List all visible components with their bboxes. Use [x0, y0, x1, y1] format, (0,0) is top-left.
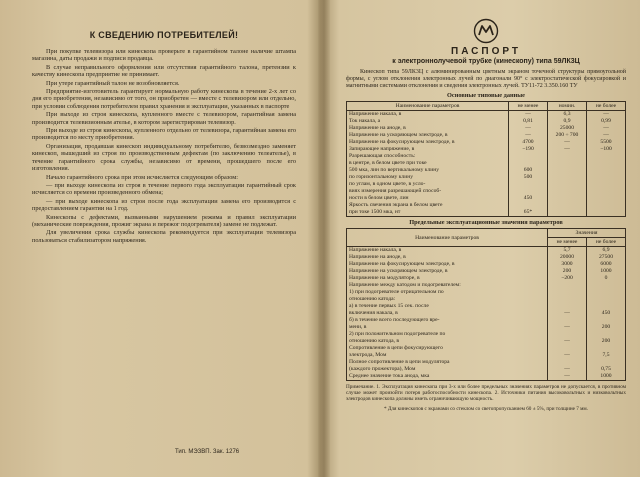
- table-row: [347, 111, 626, 119]
- param-value-cell: [587, 282, 626, 289]
- param-value-cell: [509, 188, 548, 195]
- table-row: [347, 366, 626, 373]
- param-name-cell: электрода, Мом: [347, 352, 548, 359]
- table-row: [347, 254, 626, 261]
- table-row: [347, 317, 626, 324]
- table-row: [347, 118, 626, 125]
- param-value-cell: —: [509, 125, 548, 132]
- param-value-cell: [548, 209, 587, 217]
- param-value-cell: 0,81: [509, 118, 548, 125]
- param-name-cell: Напряжение накала, в: [347, 111, 509, 119]
- param-name-cell: Напряжение на ускоряющем электроде, в: [347, 132, 509, 139]
- param-value-cell: —: [548, 366, 587, 373]
- param-value-cell: [587, 296, 626, 303]
- param-value-cell: —: [587, 111, 626, 119]
- param-value-cell: [587, 209, 626, 217]
- param-value-cell: —: [587, 125, 626, 132]
- param-name-cell: Напряжение на аноде, в: [347, 254, 548, 261]
- param-name-cell: Напряжение на аноде, в: [347, 125, 509, 132]
- param-value-cell: [548, 317, 587, 324]
- param-name-cell: 500 мка, лин по вертикальному клину: [347, 167, 509, 174]
- param-value-cell: [548, 202, 587, 209]
- param-value-cell: 0,75: [587, 366, 626, 373]
- passport-subtitle: к электроннолучевой трубке (кинескопу) типа 59ЛК3Ц: [392, 58, 580, 65]
- table-row: [347, 174, 626, 181]
- notice-paragraph: Кинескопы с дефектами, вызванными нарушением режима и правил эксплуатации (механические повреждения, прожиг экрана и пережог подогревателя) замене не подлежат.: [32, 213, 296, 228]
- param-value-cell: −200: [548, 275, 587, 282]
- notice-paragraph: При покупке телевизора или кинескопа проверьте в гарантийном талоне наличие штампа магазина, даты продажи и подписи продавца.: [32, 48, 296, 63]
- param-value-cell: 20000: [548, 254, 587, 261]
- param-value-cell: 4700: [509, 139, 548, 146]
- param-name-cell: по горизонтальному клину: [347, 174, 509, 181]
- param-value-cell: —: [548, 373, 587, 381]
- table-row: [347, 247, 626, 255]
- param-value-cell: 200: [548, 268, 587, 275]
- param-value-cell: [587, 160, 626, 167]
- param-name-cell: включения накала, в: [347, 310, 548, 317]
- table-row: [347, 373, 626, 381]
- param-value-cell: [548, 331, 587, 338]
- right-page: [330, 0, 640, 477]
- param-value-cell: —: [548, 324, 587, 331]
- param-value-cell: 25000: [548, 125, 587, 132]
- param-name-cell: а) в течение первых 15 сек. после: [347, 303, 548, 310]
- table-row: [347, 275, 626, 282]
- passport-title: ПАСПОРТ: [451, 46, 521, 57]
- param-value-cell: [509, 202, 548, 209]
- table1-header-nom: номин.: [548, 102, 587, 111]
- notice-paragraph: Организация, продавшая кинескоп индивидуальному потребителю, безвозмездно заменяет кинескоп, вышедший из строя по производственным дефектам (по заключению телеателье), в течение гарантийного срока службы, независимо от времени, прошедшего после его изготовления.: [32, 142, 296, 173]
- param-name-cell: Напряжение между катодом и подогревателем:: [347, 282, 548, 289]
- param-name-cell: Напряжение накала, в: [347, 247, 548, 255]
- table-row: [347, 160, 626, 167]
- param-value-cell: −100: [587, 146, 626, 153]
- param-value-cell: 27500: [587, 254, 626, 261]
- param-name-cell: ности в белом цвете, лин: [347, 195, 509, 202]
- param-value-cell: [548, 345, 587, 352]
- param-value-cell: [587, 188, 626, 195]
- param-value-cell: [509, 181, 548, 188]
- notice-paragraph: В случае неправильного оформления или отсутствия гарантийного талона, претензии к качеству кинескопа предприятие не принимает.: [32, 63, 296, 79]
- param-value-cell: 200 ÷ 700: [548, 132, 587, 139]
- param-value-cell: [587, 359, 626, 366]
- table-row: [347, 167, 626, 174]
- table-row: [347, 352, 626, 359]
- table2-header-group: Значения: [548, 229, 626, 238]
- param-value-cell: [548, 195, 587, 202]
- factory-logo-icon: [473, 18, 499, 44]
- param-value-cell: [587, 195, 626, 202]
- param-name-cell: мени, в: [347, 324, 548, 331]
- param-value-cell: —: [548, 310, 587, 317]
- table-row: [347, 209, 626, 217]
- table-row: [347, 338, 626, 345]
- param-value-cell: 6,3: [548, 111, 587, 119]
- param-name-cell: Запирающее напряжение, в: [347, 146, 509, 153]
- param-name-cell: отношению катода:: [347, 296, 548, 303]
- param-name-cell: Напряжение на фокусирующем электроде, в: [347, 139, 509, 146]
- param-value-cell: —: [509, 132, 548, 139]
- table-row: [347, 146, 626, 153]
- param-value-cell: 7,5: [587, 352, 626, 359]
- param-value-cell: —: [509, 111, 548, 119]
- table-row: [347, 125, 626, 132]
- param-value-cell: [587, 317, 626, 324]
- table-row: [347, 359, 626, 366]
- param-value-cell: 6,9: [587, 247, 626, 255]
- notice-paragraph: При выходе из строя кинескопа, купленного вместе с телевизором, гарантийная замена производится телевизионным ателье, в котором зарегистрирован телевизор.: [32, 111, 296, 126]
- param-value-cell: [548, 359, 587, 366]
- param-value-cell: 500: [509, 174, 548, 181]
- table-row: [347, 202, 626, 209]
- param-value-cell: [587, 303, 626, 310]
- param-value-cell: 65*: [509, 209, 548, 217]
- param-value-cell: —: [587, 132, 626, 139]
- param-value-cell: [548, 282, 587, 289]
- table2-caption: Предельные эксплуатационные значения параметров: [409, 219, 563, 226]
- param-value-cell: [548, 289, 587, 296]
- param-value-cell: 6000: [587, 261, 626, 268]
- table-row: [347, 139, 626, 146]
- notice-paragraph: При утере гарантийный талон не возобновляется.: [46, 79, 180, 87]
- param-value-cell: —: [548, 338, 587, 345]
- param-value-cell: [548, 174, 587, 181]
- param-value-cell: 0,99: [587, 118, 626, 125]
- table-row: [347, 282, 626, 289]
- table1-header-max: не более: [587, 102, 626, 111]
- param-value-cell: [587, 331, 626, 338]
- table2-header-name: Наименование параметров: [347, 229, 548, 247]
- param-value-cell: 5500: [587, 139, 626, 146]
- print-info: Тип. МЭЗВП. Зак. 1276: [175, 449, 240, 455]
- param-value-cell: [587, 202, 626, 209]
- param-value-cell: —: [548, 352, 587, 359]
- param-value-cell: —: [548, 139, 587, 146]
- table-row: [347, 324, 626, 331]
- page-fold: [318, 0, 330, 477]
- param-value-cell: 200: [587, 338, 626, 345]
- left-page: [0, 0, 318, 477]
- param-value-cell: [587, 174, 626, 181]
- param-value-cell: 600: [509, 167, 548, 174]
- param-name-cell: 2) при положительном подогревателе по: [347, 331, 548, 338]
- param-name-cell: Ток накала, а: [347, 118, 509, 125]
- table2-header-max: не более: [587, 238, 626, 247]
- param-value-cell: 200: [587, 324, 626, 331]
- consumer-notice-body: [32, 48, 296, 244]
- passport-notes: Примечание. 1. Эксплуатация кинескопа при 3-х или более предельных значениях параметров не допускается, в противном случае может произойти потеря работоспособности кинескопа. 2. Источники питания высоковольтных и низковольтных электродов кинескопа должны иметь ограничивающую мощность.: [346, 384, 626, 402]
- table-row: [347, 303, 626, 310]
- param-value-cell: [509, 153, 548, 160]
- param-value-cell: 1000: [587, 268, 626, 275]
- table1-caption: Основные типовые данные: [447, 92, 525, 99]
- limit-values-table: [346, 228, 626, 381]
- param-name-cell: Полное сопротивление в цепи модулятора: [347, 359, 548, 366]
- param-value-cell: [587, 153, 626, 160]
- table-row: [347, 331, 626, 338]
- param-value-cell: 450: [509, 195, 548, 202]
- param-name-cell: 1) при подогревателе отрицательном по: [347, 289, 548, 296]
- param-value-cell: [509, 160, 548, 167]
- table-row: [347, 296, 626, 303]
- param-name-cell: Напряжение на ускоряющем электроде, в: [347, 268, 548, 275]
- param-value-cell: [587, 289, 626, 296]
- param-value-cell: [548, 303, 587, 310]
- notice-paragraph: — при выходе кинескопа из строя после года эксплуатации замена его производится с предоставлением гарантии на 1 год.: [32, 197, 296, 213]
- table-row: [347, 261, 626, 268]
- param-value-cell: 3000: [548, 261, 587, 268]
- param-value-cell: 0: [587, 275, 626, 282]
- param-value-cell: [548, 296, 587, 303]
- param-name-cell: Напряжение на модуляторе, в: [347, 275, 548, 282]
- param-value-cell: [587, 345, 626, 352]
- table-row: [347, 181, 626, 188]
- param-name-cell: (каждого прожектора), Мом: [347, 366, 548, 373]
- param-value-cell: [548, 167, 587, 174]
- param-value-cell: [587, 181, 626, 188]
- table1-header-name: Наименование параметров: [347, 102, 509, 111]
- param-name-cell: Разрешающая способность:: [347, 153, 509, 160]
- param-value-cell: −190: [509, 146, 548, 153]
- param-value-cell: [548, 188, 587, 195]
- param-value-cell: 5,7: [548, 247, 587, 255]
- param-name-cell: при токе 1500 мка, нт: [347, 209, 509, 217]
- passport-description: Кинескоп типа 59ЛК3Ц с алюминированным цветным экраном точечной структуры прямоугольной формы, с углом отклонения электронных лучей по диагонали 90° с электростатической фокусировкой и магнитными системами отклонения и сведения электронных лучей. ТУ11-72 3.350.160 ТУ: [346, 69, 626, 89]
- table-row: [347, 289, 626, 296]
- param-name-cell: виях измерения разрешающей способ-: [347, 188, 509, 195]
- table-row: [347, 188, 626, 195]
- table-row: [347, 153, 626, 160]
- param-value-cell: [587, 167, 626, 174]
- table2-header-min: не менее: [548, 238, 587, 247]
- consumer-notice-heading: К СВЕДЕНИЮ ПОТРЕБИТЕЛЕЙ!: [89, 30, 239, 40]
- table1-header-min: не менее: [509, 102, 548, 111]
- notice-paragraph: Для увеличения срока службы кинескопа рекомендуется при эксплуатации телевизора пользоваться стабилизатором напряжения.: [32, 229, 296, 244]
- param-name-cell: Среднее значение тока анода, мка: [347, 373, 548, 381]
- param-name-cell: Сопротивление в цепи фокусирующего: [347, 345, 548, 352]
- param-name-cell: по углам, в одном цвете, в усло-: [347, 181, 509, 188]
- notice-paragraph: Предприятие-изготовитель гарантирует нормальную работу кинескопа в течение 2-х лет со дня его приобретения, независимо от того, он приобретен — вместе с телевизором или отдельно, при условии соблюдения потребителем правил хранения и эксплуатации, указанных в паспорте: [32, 88, 296, 110]
- param-name-cell: отношению катода, в: [347, 338, 548, 345]
- param-value-cell: 450: [587, 310, 626, 317]
- param-value-cell: [548, 181, 587, 188]
- param-name-cell: в центре, в белом цвете при токе: [347, 160, 509, 167]
- passport-footnote: * Для кинескопов с экранами со стеклом со светопропусканием 60 ± 5%, при толщине 7 мм.: [383, 406, 588, 412]
- param-value-cell: [548, 160, 587, 167]
- main-data-table: [346, 101, 626, 217]
- param-value-cell: 1000: [587, 373, 626, 381]
- param-name-cell: Яркость свечения экрана в белом цвете: [347, 202, 509, 209]
- param-name-cell: б) в течение всего последующего вре-: [347, 317, 548, 324]
- table-row: [347, 195, 626, 202]
- param-value-cell: —: [548, 146, 587, 153]
- param-name-cell: Напряжение на фокусирующем электроде, в: [347, 261, 548, 268]
- notice-paragraph: Начало гарантийного срока при этом исчисляется следующим образом:: [46, 173, 238, 181]
- param-value-cell: 0,9: [548, 118, 587, 125]
- table-row: [347, 310, 626, 317]
- notice-paragraph: При выходе из строя кинескопа, купленного отдельно от телевизора, гарантийная замена его производится по месту приобретения.: [32, 127, 296, 142]
- table-row: [347, 132, 626, 139]
- table-row: [347, 345, 626, 352]
- param-value-cell: [548, 153, 587, 160]
- table-row: [347, 268, 626, 275]
- notice-paragraph: — при выходе кинескопа из строя в течение первого года эксплуатации гарантийный срок исчисляется со времени произведенного обмена;: [32, 181, 296, 197]
